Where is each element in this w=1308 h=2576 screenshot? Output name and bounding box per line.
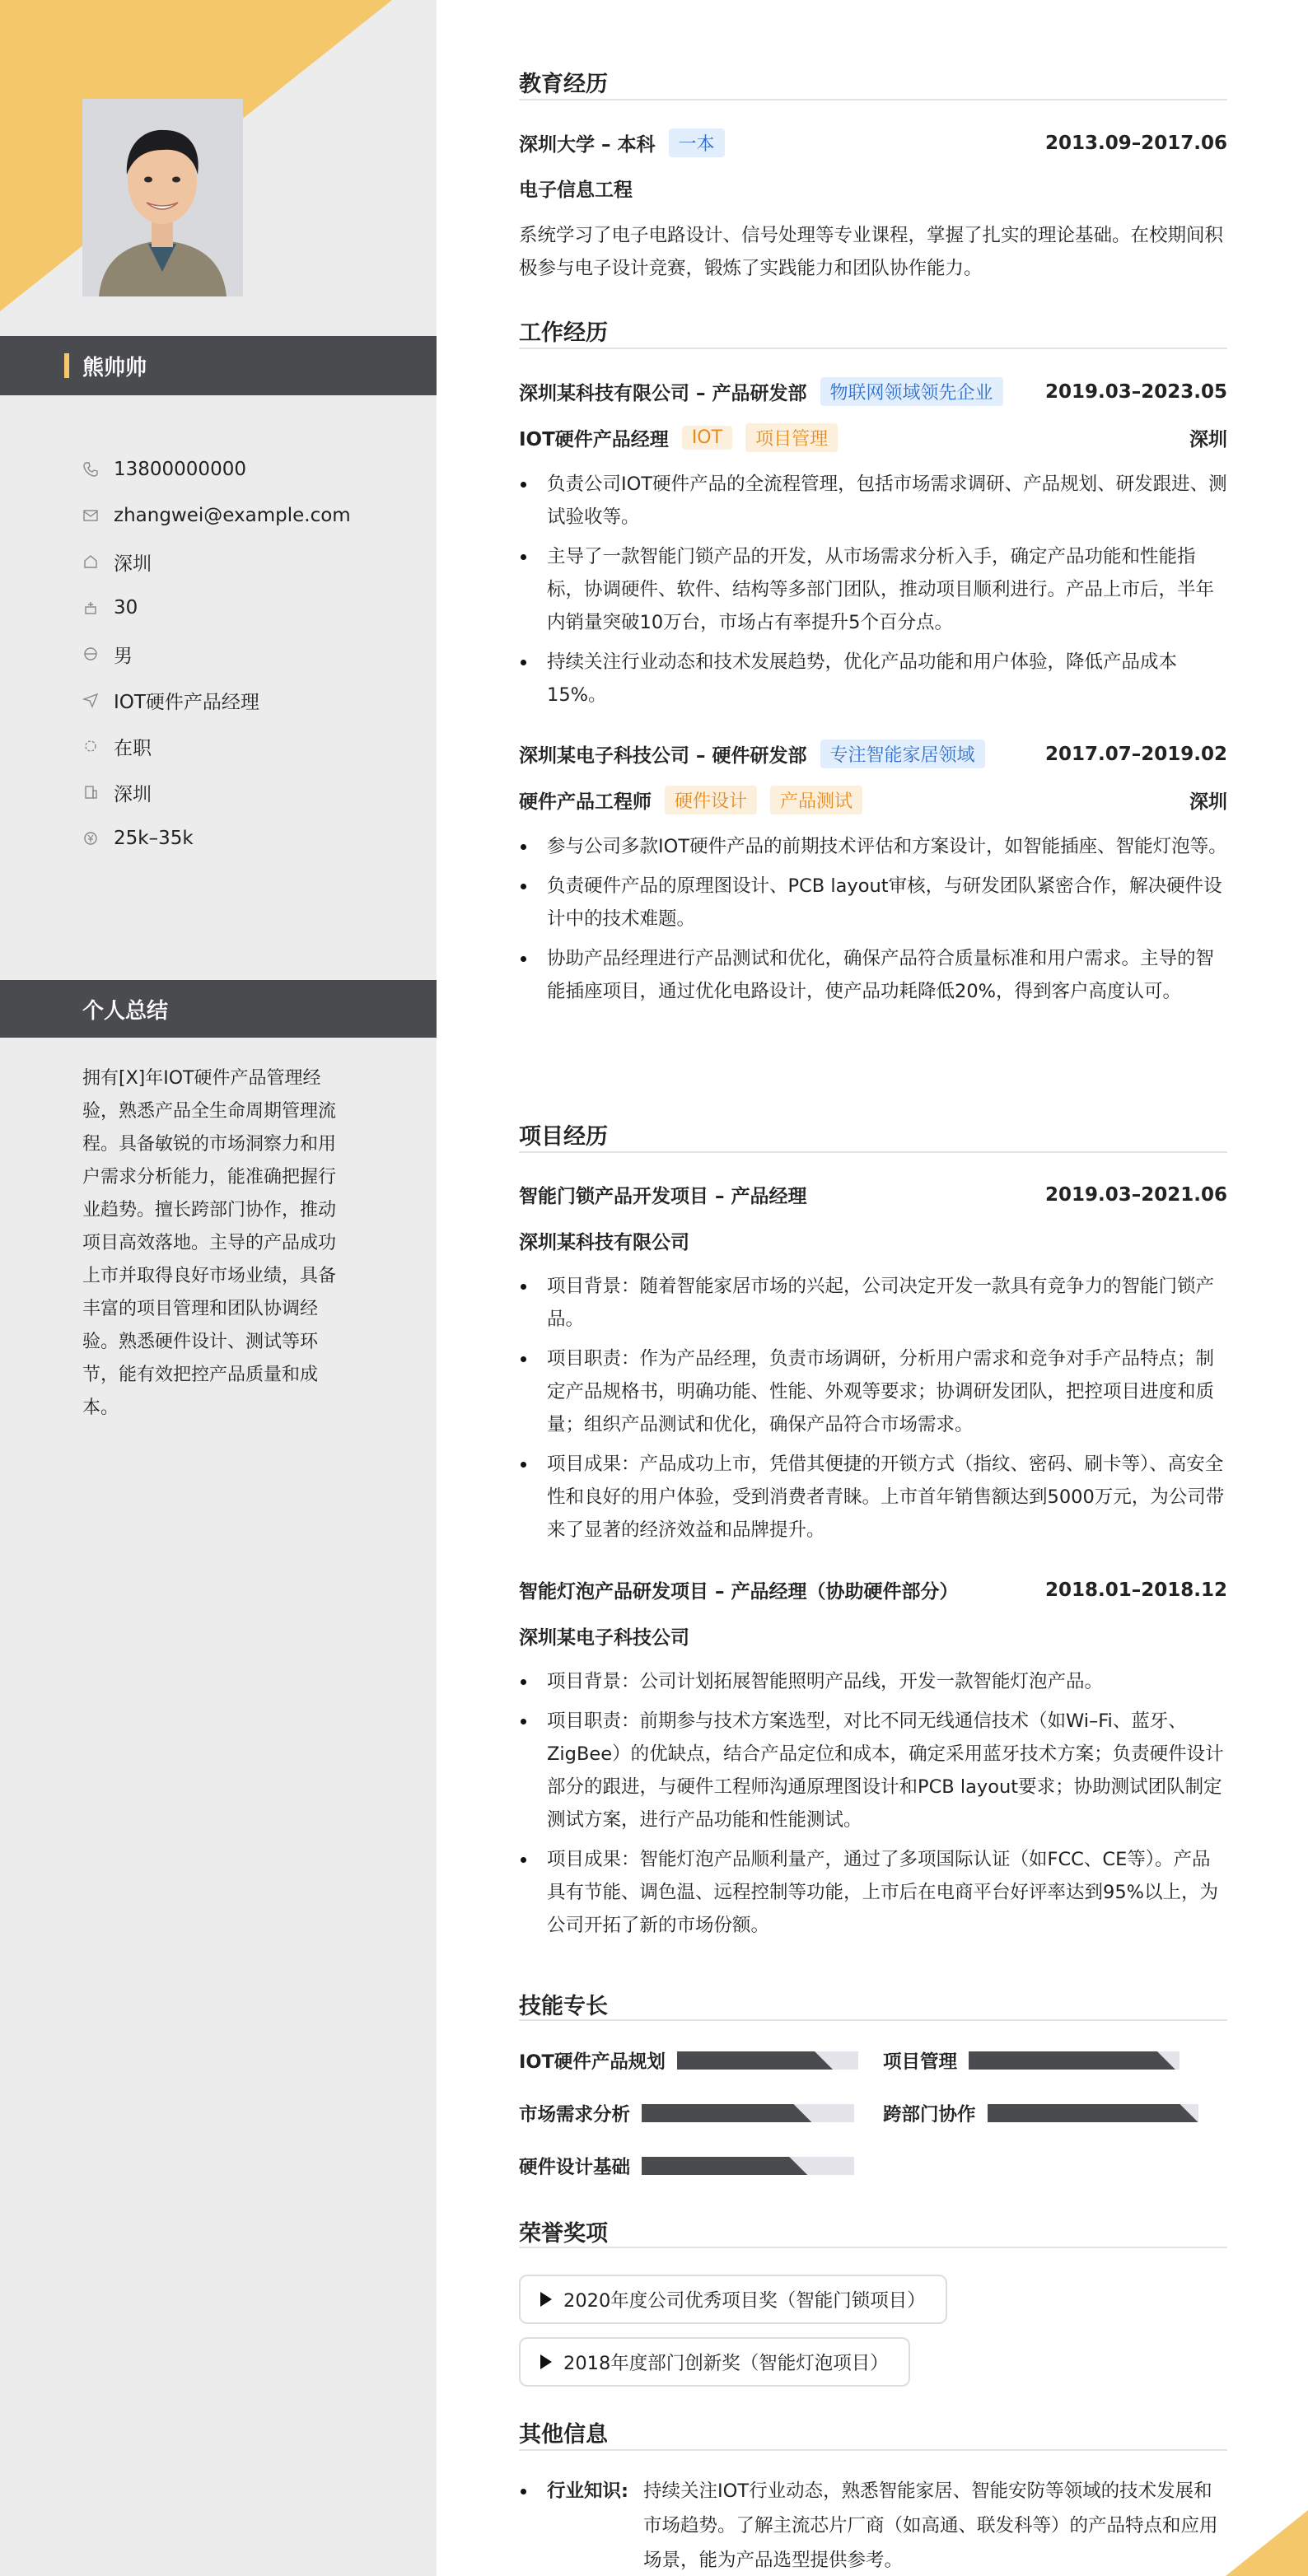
section-title-education: 教育经历 (519, 72, 608, 97)
project-date: 2018.01–2018.12 (1044, 1579, 1227, 1601)
list-item: 项目成果：产品成功上市，凭借其便捷的开锁方式（指纹、密码、刷卡等）、高安全性和良好的用户体验，受到消费者青睐。上市首年销售额达到5000万元，为公司带来了显著的经济效益和品牌提升。 (519, 1448, 1227, 1547)
contact-text: IOT硬件产品经理 (114, 691, 259, 713)
play-triangle-icon (540, 2354, 552, 2369)
age-icon (82, 600, 99, 616)
contact-position (82, 677, 351, 723)
section-divider (519, 2247, 1227, 2248)
section-divider (519, 348, 1227, 349)
list-item: 负责公司IOT硬件产品的全流程管理，包括市场需求调研、产品规划、研发跟进、测试验收等。 (519, 468, 1227, 534)
contact-text: 25k–35k (114, 828, 194, 849)
contact-text: 男 (114, 645, 133, 667)
contact-list (82, 446, 351, 861)
summary-header (0, 980, 437, 1038)
section-divider (519, 2449, 1227, 2451)
home-icon (82, 553, 99, 570)
other-row (519, 2474, 1227, 2576)
award-label: 2018年度部门创新奖（智能灯泡项目） (563, 2353, 889, 2374)
list-item: 协助产品经理进行产品测试和优化，确保产品符合质量标准和用户需求。主导的智能插座项目，通过优化电路设计，使产品功耗降低20%，得到客户高度认可。 (519, 942, 1227, 1008)
project-name: 智能灯泡产品研发项目 – 产品经理（协助硬件部分） (519, 1581, 959, 1603)
section-divider (519, 1151, 1227, 1153)
project-header (519, 1576, 1227, 1603)
education-date: 2013.09–2017.06 (1044, 132, 1227, 154)
summary-title: 个人总结 (82, 998, 169, 1024)
contact-text: 深圳 (114, 783, 152, 805)
skill-name: 跨部门协作 (883, 2104, 976, 2126)
section-title-work: 工作经历 (519, 320, 608, 346)
job-role-row (519, 423, 1227, 452)
section-divider (519, 99, 1227, 100)
award-label: 2020年度公司优秀项目奖（智能门锁项目） (563, 2290, 926, 2312)
contact-email (82, 492, 351, 539)
section-title-projects: 项目经历 (519, 1124, 608, 1150)
school-tag: 一本 (669, 128, 725, 157)
skill-name: IOT硬件产品规划 (519, 2051, 666, 2073)
sidebar (0, 0, 437, 2576)
contact-city (82, 539, 351, 585)
skill-item (519, 2153, 854, 2179)
status-icon (82, 738, 99, 754)
list-item: 主导了一款智能门锁产品的开发，从市场需求分析入手，确定产品功能和性能指标，协调硬件、软件、结构等多部门团队，推动项目顺利进行。产品上市后，半年内销量突破10万台，市场占有率提升5个百分点。 (519, 540, 1227, 639)
job-date: 2019.03–2023.05 (1044, 380, 1227, 403)
role-tag: 产品测试 (770, 786, 862, 814)
list-item: 项目背景：公司计划拓展智能照明产品线，开发一款智能灯泡产品。 (519, 1665, 1227, 1698)
award-item[interactable] (519, 2275, 947, 2324)
skill-fill (642, 2157, 807, 2175)
candidate-name: 熊帅帅 (82, 355, 147, 380)
job-date: 2017.07–2019.02 (1044, 743, 1227, 765)
section-title-skills: 技能专长 (519, 1994, 608, 2019)
other-value: 持续关注IOT行业动态，熟悉智能家居、智能安防等领域的技术发展和市场趋势。了解主流芯片厂商（如高通、联发科等）的产品特点和应用场景，能为产品选型提供参考。 (643, 2480, 1218, 2571)
skill-item (883, 2047, 1180, 2074)
name-bar (0, 336, 437, 395)
job-company: 深圳某科技有限公司 – 产品研发部 (519, 383, 807, 404)
job-role: IOT硬件产品经理 (519, 429, 669, 450)
project-company-row (519, 1227, 1227, 1254)
role-tag: 硬件设计 (665, 786, 757, 814)
contact-phone (82, 446, 351, 492)
list-item: 项目背景：随着智能家居市场的兴起，公司决定开发一款具有竞争力的智能门锁产品。 (519, 1270, 1227, 1336)
section-title-other: 其他信息 (519, 2422, 608, 2448)
section-title-awards: 荣誉奖项 (519, 2221, 608, 2247)
avatar-portrait (82, 99, 243, 296)
school-name: 深圳大学 – 本科 (519, 134, 656, 156)
skill-bar (969, 2051, 1180, 2070)
skill-bar (642, 2104, 854, 2122)
job-bullets (519, 830, 1227, 1015)
name-accent (64, 353, 69, 378)
job-bullets (519, 468, 1227, 718)
skill-item (519, 2047, 858, 2074)
skill-fill (988, 2104, 1198, 2122)
skill-fill (677, 2051, 833, 2070)
skill-name: 项目管理 (883, 2051, 958, 2073)
play-triangle-icon (540, 2292, 552, 2307)
project-bullets (519, 1665, 1227, 1948)
contact-salary (82, 815, 351, 861)
skill-name: 市场需求分析 (519, 2104, 631, 2126)
project-name: 智能门锁产品开发项目 – 产品经理 (519, 1186, 807, 1207)
major-name: 电子信息工程 (519, 180, 633, 201)
list-item: 项目职责：作为产品经理，负责市场调研，分析用户需求和竞争对手产品特点；制定产品规格书，明确功能、性能、外观等要求；协调研发团队，把控项目进度和质量；组织产品测试和优化，确保产品符合市场需求。 (519, 1342, 1227, 1441)
mail-icon (82, 507, 99, 524)
project-bullets (519, 1270, 1227, 1553)
job-city: 深圳 (1189, 791, 1227, 813)
phone-icon (82, 461, 99, 478)
contact-gender (82, 631, 351, 677)
contact-text: zhangwei@example.com (114, 505, 351, 526)
job-header (519, 740, 1227, 768)
skill-bar (988, 2104, 1198, 2122)
major-row (519, 175, 1227, 202)
list-item: 参与公司多款IOT硬件产品的前期技术评估和方案设计，如智能插座、智能灯泡等。 (519, 830, 1227, 863)
avatar (82, 99, 243, 296)
skill-bar (642, 2157, 854, 2175)
job-header (519, 377, 1227, 406)
contact-age (82, 585, 351, 631)
education-header (519, 128, 1227, 157)
education-desc: 系统学习了电子电路设计、信号处理等专业课程，掌握了扎实的理论基础。在校期间积极参与电子设计竞赛，锻炼了实践能力和团队协作能力。 (519, 225, 1224, 279)
list-item: 持续关注行业动态和技术发展趋势，优化产品功能和用户体验，降低产品成本15%。 (519, 646, 1227, 712)
contact-location (82, 769, 351, 815)
building-icon (82, 784, 99, 800)
project-company: 深圳某科技有限公司 (519, 1232, 689, 1253)
contact-text: 在职 (114, 737, 152, 759)
send-icon (82, 692, 99, 708)
list-item: 负责硬件产品的原理图设计、PCB layout审核，与研发团队紧密合作，解决硬件设计中的技术难题。 (519, 870, 1227, 936)
company-tag: 物联网领域领先企业 (820, 377, 1003, 406)
skill-item (883, 2100, 1198, 2126)
gender-icon (82, 646, 99, 662)
contact-text: 30 (114, 597, 138, 618)
job-role-row (519, 786, 1227, 814)
skill-fill (969, 2051, 1175, 2070)
role-tag: IOT (682, 426, 732, 450)
salary-icon (82, 830, 99, 847)
list-item: 项目成果：智能灯泡产品顺利量产，通过了多项国际认证（如FCC、CE等）。产品具有节能、调色温、远程控制等功能，上市后在电商平台好评率达到95%以上，为公司开拓了新的市场份额。 (519, 1843, 1227, 1942)
contact-text: 13800000000 (114, 459, 246, 480)
job-role: 硬件产品工程师 (519, 791, 652, 813)
project-date: 2019.03–2021.06 (1044, 1183, 1227, 1206)
skill-name: 硬件设计基础 (519, 2157, 631, 2178)
award-item[interactable] (519, 2337, 910, 2387)
project-company-row (519, 1622, 1227, 1650)
role-tag: 项目管理 (745, 423, 838, 452)
other-info (519, 2474, 1227, 2576)
project-company: 深圳某电子科技公司 (519, 1627, 689, 1649)
skill-fill (642, 2104, 811, 2122)
contact-status (82, 723, 351, 769)
list-item: 项目职责：前期参与技术方案选型，对比不同无线通信技术（如Wi–Fi、蓝牙、ZigBee）的优缺点，结合产品定位和成本，确定采用蓝牙技术方案；负责硬件设计部分的跟进，与硬件工程师沟通原理图设计和PCB layout要求；协助测试团队制定测试方案，进行产品功能和性能测试。 (519, 1705, 1227, 1836)
project-header (519, 1181, 1227, 1208)
skill-bar (677, 2051, 858, 2070)
job-city: 深圳 (1189, 429, 1227, 450)
summary-text: 拥有[X]年IOT硬件产品管理经验，熟悉产品全生命周期管理流程。具备敏锐的市场洞察力和用户需求分析能力，能准确把握行业趋势。擅长跨部门协作，推动项目高效落地。主导的产品成功上市并取得良好市场业绩，具备丰富的项目管理和团队协调经验。熟悉硬件设计、测试等环节，能有效把控产品质量和成本。 (82, 1068, 337, 1418)
contact-text: 深圳 (114, 553, 152, 575)
section-divider (519, 2019, 1227, 2021)
company-tag: 专注智能家居领域 (820, 740, 985, 768)
skill-item (519, 2100, 854, 2126)
other-key: 行业知识: (547, 2480, 628, 2502)
decorative-corner (1226, 2510, 1308, 2576)
job-company: 深圳某电子科技公司 – 硬件研发部 (519, 745, 807, 767)
